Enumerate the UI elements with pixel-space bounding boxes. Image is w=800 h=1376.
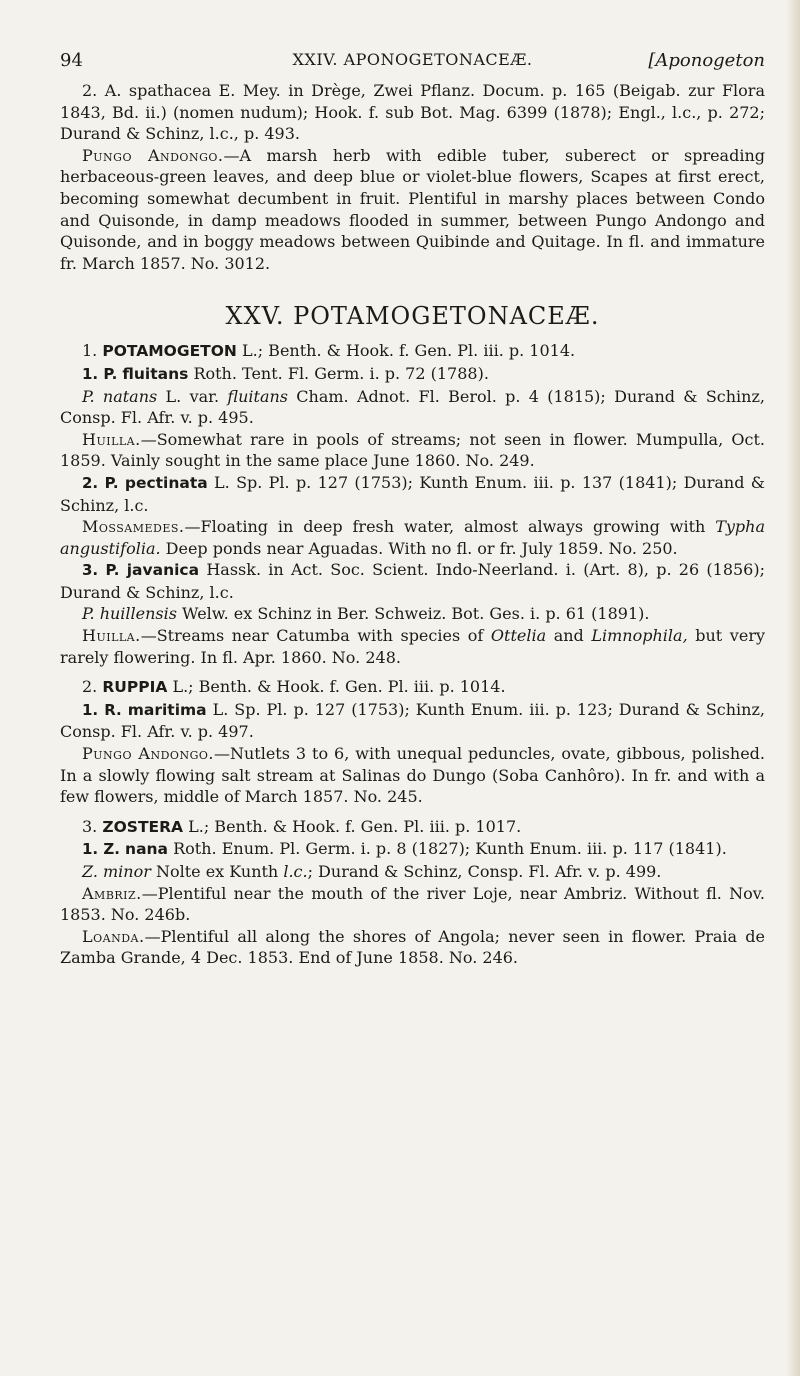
genus-citation: L.; Benth. & Hook. f. Gen. Pl. iii. p. 1014. (236, 341, 576, 361)
synonym-name: P. huillensis (82, 604, 177, 624)
locality-name: Mossamedes. (82, 517, 185, 537)
locality-text: —Floating in deep fresh water, almost always growing with (184, 517, 716, 537)
species-name: pectinata (124, 473, 208, 492)
locality-name: Loanda. (82, 926, 145, 946)
species-fluitans (60, 363, 765, 386)
genus-heading-potamogeton (60, 340, 765, 363)
synonym-text: L. var. (157, 386, 228, 406)
locality-text: but very rarely flowering. In fl. Apr. 1860. No. 248. (60, 626, 766, 667)
species-name: fluitans (122, 364, 189, 383)
species-citation: Roth. Enum. Pl. Germ. i. p. 8 (1827); Kunth Enum. iii. p. 117 (1841). (168, 839, 727, 859)
species-name: javanica (126, 561, 200, 580)
entry-aponogeton-spathacea: 2. A. spathacea E. Mey. in Drège, Zwei Pflanz. Docum. p. 165 (Beigab. zur Flora 1843, Bd. ii.) (nomen nudum); Hook. f. sub Bot. Mag. 6399 (1878); Engl., l.c., p. 272; Durand & Schinz, l.c., p. 493. (60, 81, 765, 144)
book-page (60, 50, 765, 969)
synonym-citation: ; Durand & Schinz, Consp. Fl. Afr. v. p. 499. (307, 862, 662, 881)
locality-name: Pungo Andongo. (82, 145, 224, 165)
locality-paragraph (60, 926, 765, 969)
genus-citation: L.; Benth. & Hook. f. Gen. Pl. iii. p. 1017. (183, 816, 522, 836)
synonym-natans (60, 386, 765, 429)
running-genus: [Aponogeton (648, 50, 765, 71)
locality-text: Deep ponds near Aguadas. With no fl. or fr. July 1859. No. 250. (160, 538, 678, 558)
locality-paragraph (60, 145, 765, 275)
locality-text: —Nutlets 3 to 6, with unequal peduncles, ovate, gibbous, polished. In a slowly flowing salt stream at Salinas do Dungo (Soba Canhôro). In fr. and with a few flowers, middle of March 1857. No. 245. (60, 744, 766, 807)
synonym-citation: Welw. ex Schinz in Ber. Schweiz. Bot. Ges. i. p. 61 (1891). (176, 604, 650, 624)
synonym-lc: l.c. (283, 862, 308, 881)
genus-number: 2. (82, 677, 98, 697)
locality-taxon: Ottelia (490, 626, 547, 646)
locality-paragraph (60, 883, 765, 926)
locality-name: Pungo Andongo. (82, 744, 214, 764)
species-citation: Roth. Tent. Fl. Germ. i. p. 72 (1788). (188, 363, 489, 383)
species-maritima (60, 699, 765, 743)
locality-text: —Somewhat rare in pools of streams; not seen in flower. Mumpulla, Oct. 1859. Vainly sought in the same place June 1860. No. 249. (60, 429, 765, 471)
locality-paragraph (60, 625, 765, 668)
species-number: 3. P. (82, 561, 120, 580)
species-citation: L. Sp. Pl. p. 127 (1753); Kunth Enum. iii. p. 137 (1841); Durand & Schinz, l.c. (60, 472, 765, 515)
synonym-text: Nolte ex Kunth (150, 862, 284, 881)
species-citation: Hassk. in Act. Soc. Scient. Indo-Neerland. i. (Art. 8), p. 26 (1856); Durand & Schinz, l.c. (60, 560, 765, 602)
genus-heading-zostera (60, 816, 765, 839)
locality-name: Huilla. (82, 626, 141, 646)
species-pectinata (60, 472, 765, 516)
locality-paragraph (60, 429, 765, 472)
genus-name: ZOSTERA (102, 817, 184, 836)
locality-taxon: Limnophila, (591, 626, 688, 646)
genus-heading-ruppia (60, 676, 765, 699)
locality-name: Huilla. (82, 429, 141, 449)
synonym-name: P. natans (82, 386, 158, 406)
page-edge-shadow (786, 0, 800, 1376)
genus-name: RUPPIA (102, 678, 168, 697)
locality-text: and (546, 626, 592, 646)
species-number: 1. R. (82, 700, 122, 719)
running-head (60, 50, 765, 80)
species-number: 1. P. (82, 364, 118, 383)
species-javanica (60, 559, 765, 603)
running-title: XXIV. APONOGETONACEÆ. (292, 50, 533, 69)
species-name: maritima (127, 700, 207, 719)
genus-number: 3. (82, 816, 98, 836)
synonym-minor (60, 861, 765, 883)
locality-paragraph (60, 516, 765, 559)
species-number: 1. Z. (82, 840, 120, 859)
locality-text: —Streams near Catumba with species of (140, 626, 491, 646)
page-number: 94 (60, 50, 83, 71)
locality-name: Ambriz. (82, 883, 142, 903)
species-citation: L. Sp. Pl. p. 127 (1753); Kunth Enum. iii. p. 123; Durand & Schinz, Consp. Fl. Afr. v. p. 497. (60, 699, 765, 742)
synonym-var: fluitans (227, 386, 288, 406)
locality-text: —A marsh herb with edible tuber, suberect or spreading herbaceous-green leaves, and deep blue or violet-blue flowers, Scapes at first erect, becoming somewhat decumbent in fruit. Plentiful in marshy places between Condo and Quisonde, in damp meadows flooded in summer, between Pungo Andongo and Quisonde, and in boggy meadows between Quibinde and Quitage. In fl. and immature fr. March 1857. No. 3012. (60, 145, 766, 273)
family-heading: XXV. POTAMOGETONACEÆ. (225, 302, 600, 331)
locality-text: —Plentiful near the mouth of the river Loje, near Ambriz. Without fl. Nov. 1853. No. 246b. (60, 883, 765, 925)
synonym-huillensis (60, 603, 765, 625)
locality-paragraph (60, 743, 765, 808)
synonym-citation: Cham. Adnot. Fl. Berol. p. 4 (1815); Durand & Schinz, Consp. Fl. Afr. v. p. 495. (60, 386, 765, 428)
genus-number: 1. (82, 341, 98, 361)
locality-text: —Plentiful all along the shores of Angola; never seen in flower. Praia de Zamba Grande, 4 Dec. 1853. End of June 1858. No. 246. (60, 926, 765, 968)
locality-taxon: Typha angustifolia. (60, 517, 765, 558)
genus-citation: L.; Benth. & Hook. f. Gen. Pl. iii. p. 1014. (167, 677, 506, 697)
species-name: nana (125, 840, 169, 859)
genus-name: POTAMOGETON (102, 342, 237, 361)
species-number: 2. P. (82, 473, 119, 492)
synonym-name: Z. minor (82, 862, 151, 881)
species-nana (60, 838, 765, 861)
